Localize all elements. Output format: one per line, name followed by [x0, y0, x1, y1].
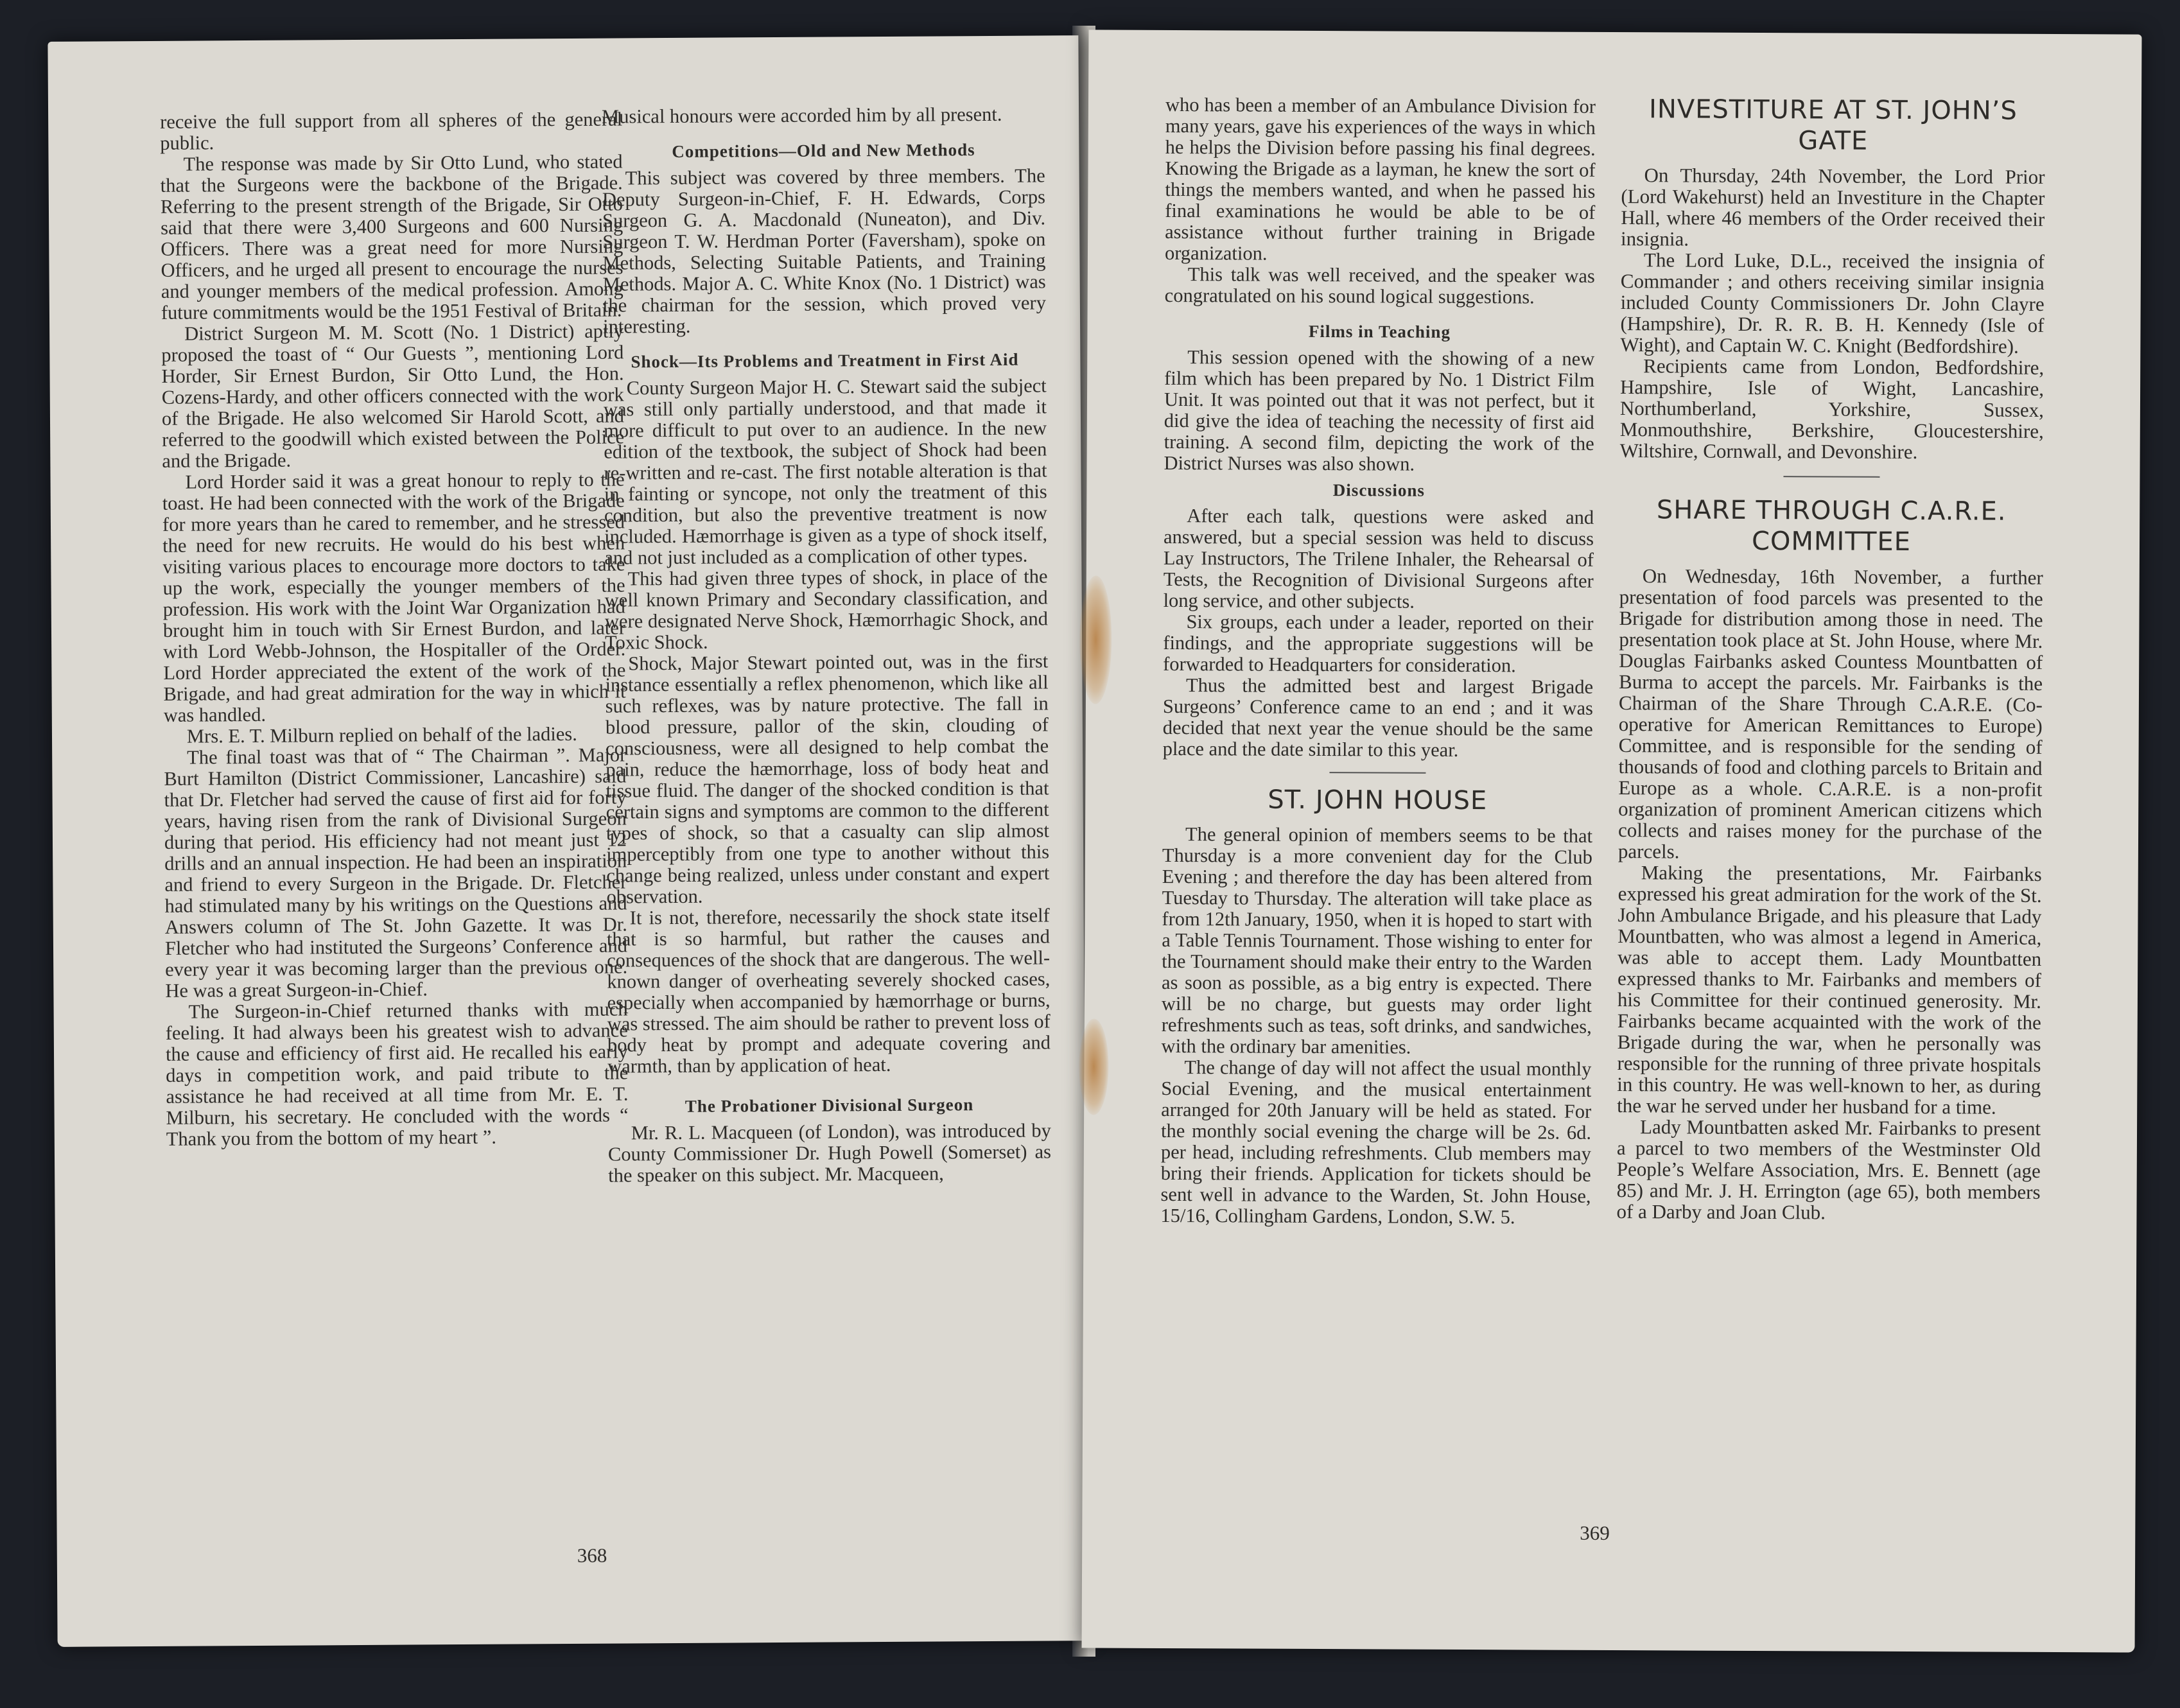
paragraph: The general opinion of members seems to be that Thursday is a more convenient day for the Club Evening ; and therefore the day has been altered from Tuesday to Thursday. The alteration will take place as from 12th January, 1950, when it is hoped to start with a Table Tennis Tournament. Those wishing to enter for the Tournament should make their entry to the Warden as soon as possible, as a big entry is expected. There will be no charge, but guests may order light refreshments such as teas, soft drinks, and sandwiches, with the ordinary bar amenities. — [1161, 823, 1593, 1058]
section-heading: Shock—Its Problems and Treatment in First Aid — [631, 349, 1019, 372]
paragraph: County Surgeon Major H. C. Stewart said the subject was still only partially understood, and that made it more difficult to put over to an audience. In the new edition of the textbook, the subject of Shock had been re-written and re-cast. The first notable alteration is that in fainting or syncope, not only the treatment of this condition, but also the preventive treatment is now included. Hæmorrhage is given as a type of shock itself, and not just included as a complication of other types. — [603, 374, 1048, 569]
right-page-column-1 — [1160, 94, 1596, 1228]
paragraph: The change of day will not affect the usual monthly Social Evening, and the musical entertainment arranged for 20th January will be held as stated. For the monthly social evening the charge will be 2s. 6d. per head, including refreshments. Club members may bring their friends. Application for tickets should be sent well in advance to the Warden, St. John House, 15/16, Collingham Gardens, London, S.W. 5. — [1160, 1056, 1592, 1228]
paragraph: Making the presentations, Mr. Fairbanks expressed his great admiration for the work of the St. John Ambulance Brigade, and his pleasure that Lady Mountbatten, who was almost a legend in America, was able to accept them. Lady Mountbatten expressed thanks to Mr. Fairbanks and members of his Committee for their continued generosity. Mr. Fairbanks became acquainted with the work of the Brigade during the war, when he personally was responsible for the running of three private hospitals in this country. He was well-known to her, as during the war he served under her husband for a time. — [1617, 861, 2042, 1119]
page-number: 369 — [1580, 1521, 1610, 1544]
paragraph: After each talk, questions were asked and answered, but a special session was held to discuss Lay Instructors, The Trilene Inhaler, the Rehearsal of Tests, the Recognition of Divisional Surgeons after long service, and other subjects. — [1163, 505, 1594, 613]
left-page — [48, 35, 1088, 1647]
paragraph: Lady Mountbatten asked Mr. Fairbanks to present a parcel to two members of the Westminster Old People’s Welfare Association, Mrs. E. Bennett (age 85) and Mr. J. H. Errington (age 65), both members of a Darby and Joan Club. — [1616, 1115, 2041, 1224]
left-page-column-1 — [160, 109, 629, 1149]
paragraph: This session opened with the showing of a new film which has been prepared by No. 1 District Film Unit. It was pointed out that it was not perfect, but it did give the idea of teaching the necessity of first aid training. A second film, depicting the work of the District Nurses was also shown. — [1164, 346, 1595, 475]
paragraph: who has been a member of an Ambulance Division for many years, gave his experiences of the ways in which he helps the Division before passing his final degrees. Knowing the Brigade as a layman, he knew the sort of things the members wanted, and when he passed his final examinations he would be able to be of assistance without further training in Brigade organization. — [1164, 93, 1596, 265]
paragraph: This subject was covered by three members. The Deputy Surgeon-in-Chief, F. H. Edwards, Corps Surgeon G. A. Macdonald (Nuneaton), and Div. Surgeon T. W. Herdman Porter (Faversham), spoke on Methods, Selecting Suitable Patients, and Training Methods. Major A. C. White Knox (No. 1 District) was the chairman for the session, which proved very interesting. — [602, 164, 1046, 338]
section-heading: Discussions — [1332, 480, 1425, 500]
section-heading: Competitions—Old and New Methods — [672, 140, 975, 161]
paragraph: On Thursday, 24th November, the Lord Prior (Lord Wakehurst) held an Investiture in the Chapter Hall, where 46 members of the Order received their insignia. — [1621, 164, 2045, 250]
right-page — [1082, 30, 2142, 1652]
section-heading: The Probationer Divisional Surgeon — [685, 1095, 974, 1116]
paragraph: Thus the admitted best and largest Brigade Surgeons’ Conference came to an end ; and it was decided that next year the venue should be the same place and the date similar to this year. — [1162, 674, 1594, 761]
paragraph: District Surgeon M. M. Scott (No. 1 District) aptly proposed the toast of “ Our Guests ”, mentioning Lord Horder, Sir Ernest Burdon, Sir Otto Lund, the Hon. Cozens-Hardy, and other officers connected with the work of the Brigade. He also welcomed Sir Harold Scott, and referred to the goodwill which existed between the Police and the Brigade. — [161, 320, 625, 472]
paragraph: On Wednesday, 16th November, a further presentation of food parcels was presented to the Brigade for distribution among those in need. The presentation took place at St. John House, where Mr. Douglas Fairbanks asked Countess Mountbatten of Burma to accept the parcels. Mr. Fairbanks is the Chairman of the Share Through C.A.R.E. (Co-operative for American Remittances to Europe) Committee, and is responsible for the sending of thousands of food and clothing parcels to Britain and Europe as a whole. C.A.R.E. is a non-profit organization of prominent American citizens which collects and raises money for the purchase of the parcels. — [1618, 564, 2043, 863]
paragraph: Recipients came from London, Bedfordshire, Hampshire, Isle of Wight, Lancashire, Northumberland, Yorkshire, Sussex, Monmouthshire, Berkshire, Gloucestershire, Wiltshire, Cornwall, and Devonshire. — [1619, 354, 2045, 464]
paragraph: It is not, therefore, necessarily the shock state itself that is so harmful, but rather the causes and consequences of the shock that are dangerous. The well-known danger of overheating severely shocked cases, especially when accompanied by hæmorrhage or burns, was stressed. The aim should be rather to prevent loss of body heat by prompt and adequate covering and warmth, than by application of heat. — [606, 904, 1051, 1077]
paragraph: The Surgeon-in-Chief returned thanks with much feeling. It had always been his greatest wish to advance the cause and efficiency of first aid. He recalled his early days in competition work, and paid tribute to the assistance he had received at all time from Mr. E. T. Milburn, his secretary. He concluded with the words “ Thank you from the bottom of my heart ”. — [165, 998, 629, 1150]
paragraph: Shock, Major Stewart pointed out, was in the first instance essentially a reflex phenomenon, which like all such reflexes, was by nature protective. The fall in blood pressure, pallor of the skin, clouding of consciousness, were all designed to help combat the pain, reduce the hæmorrhage, loss of body heat and tissue fluid. The danger of the shocked condition is that certain signs and symptoms are common to the different types of shock, so that a casualty can slip almost imperceptibly from one type to another without this change being realized, unless under constant and expert observation. — [605, 650, 1050, 908]
paragraph: Mrs. E. T. Milburn replied on behalf of the ladies. — [186, 722, 577, 747]
foxing-stain — [1079, 1018, 1109, 1115]
section-heading: Films in Teaching — [1308, 321, 1451, 342]
section-headline: SHARE THROUGH C.A.R.E. COMMITTEE — [1656, 495, 2007, 557]
paragraph: The final toast was that of “ The Chairman ”. Major Burt Hamilton (District Commissioner, Lancashire) said that Dr. Fletcher had served the cause of first aid for forty years, having risen from the rank of Divisional Surgeon during that period. His efficiency had not meant just 12 drills and an annual inspection. He had been an inspiration and friend to every Surgeon in the Brigade. Dr. Fletcher had stimulated many by his writings on the Questions and Answers column of The St. John Gazette. It was Dr. Fletcher who had instituted the Surgeons’ Conference and every year it was becoming larger than the previous one. He was a great Surgeon-in-Chief. — [164, 744, 628, 1002]
paragraph: receive the full support from all spheres of the general public. — [160, 108, 623, 154]
paragraph: This talk was well received, and the speaker was congratulated on his sound logical suggestions. — [1164, 263, 1595, 308]
paragraph: Lord Horder said it was a great honour to reply to the toast. He had been connected with the work of the Brigade for more years than he cared to remember, and he stressed the need for new recruits. He would do his best when visiting various places to encourage more doctors to take up the work, especially the younger members of the profession. His work with the Joint War Organization had brought him in touch with Sir Ernest Burdon, and later with Lord Webb-Johnson, the Hospitaller of the Order. Lord Horder appreciated the extent of the work of the Brigade, and had great admiration for the way in which it was handled. — [162, 468, 626, 726]
paragraph: The response was made by Sir Otto Lund, who stated that the Surgeons were the backbone of the Brigade. Referring to the present strength of the Brigade, Sir Otto said that there were 3,400 Surgeons and 600 Nursing Officers. There was a great need for more Nursing Officers, and he urged all present to encourage the nurses and younger members of the medical profession. Among future commitments would be the 1951 Festival of Britain. — [160, 150, 623, 324]
foxing-stain — [1079, 575, 1112, 704]
page-number: 368 — [577, 1544, 607, 1567]
paragraph: Mr. R. L. Macqueen (of London), was introduced by County Commissioner Dr. Hugh Powell (Somerset) as the speaker on this subject. Mr. Macqueen, — [607, 1119, 1052, 1187]
section-divider — [1783, 476, 1879, 478]
section-headline: INVESTITURE AT ST. JOHN’S GATE — [1648, 94, 2018, 156]
paragraph: Musical honours were accorded him by all present. — [602, 103, 1002, 128]
paragraph: The Lord Luke, D.L., received the insignia of Commander ; and others receiving similar insignia included County Commissioners Dr. John Clayre (Hampshire), Dr. R. R. B. H. Kennedy (Isle of Wight), and Captain W. C. Knight (Bedfordshire). — [1620, 248, 2045, 358]
section-headline: ST. JOHN HOUSE — [1268, 785, 1488, 816]
paragraph: This had given three types of shock, in place of the well known Primary and Secondary classification, and were designated Nerve Shock, Hæmorrhagic Shock, and Toxic Shock. — [604, 565, 1049, 654]
left-page-column-2 — [602, 103, 1051, 1186]
paragraph: Six groups, each under a leader, reported on their findings, and the appropriate suggestions will be forwarded to Headquarters for consideration. — [1163, 611, 1594, 677]
right-page-column-2 — [1616, 94, 2045, 1224]
section-divider — [1329, 772, 1426, 774]
